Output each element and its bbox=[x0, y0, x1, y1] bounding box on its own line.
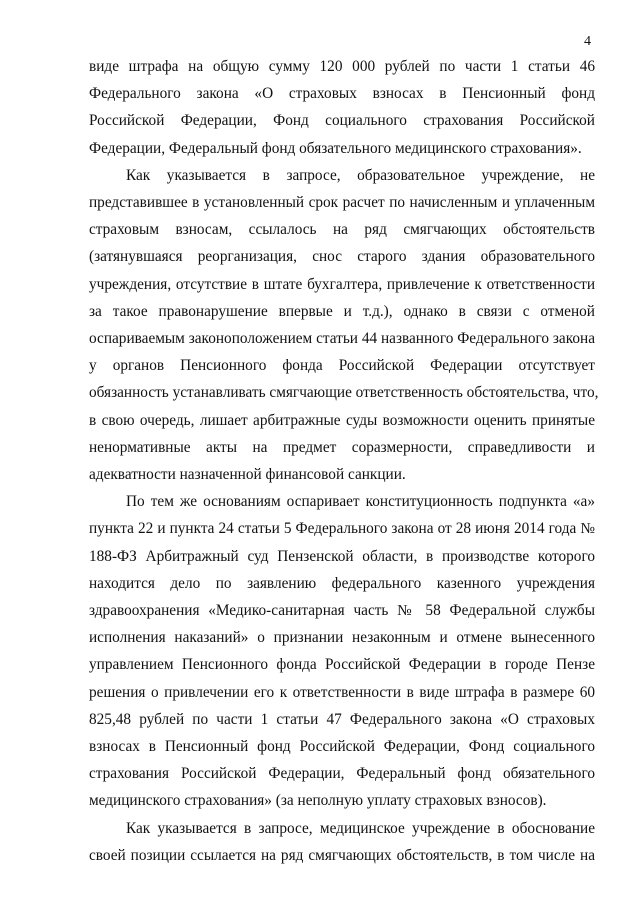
paragraph-1 bbox=[89, 53, 595, 162]
text-line: управлением Пенсионного фонда Российской Федерации в городе Пензе bbox=[89, 656, 595, 674]
text-line: своей позиции ссылается на ряд смягчающих обстоятельств, в том числе на bbox=[89, 846, 595, 864]
text-line: решения о привлечении его к ответственности в виде штрафа в размере 60 bbox=[89, 683, 595, 701]
text-line: медицинского страхования» (за неполную уплату страховых взносов). bbox=[89, 792, 547, 810]
text-line: виде штрафа на общую сумму 120 000 рублей по части 1 статьи 46 bbox=[89, 58, 595, 75]
text-line: пункта 22 и пункта 24 статьи 5 Федерального закона от 28 июня 2014 года № bbox=[89, 520, 595, 538]
text-line: Российской Федерации, Фонд социального страхования Российской bbox=[89, 112, 595, 130]
text-line: здравоохранения «Медико-санитарная часть № 58 Федеральной службы bbox=[89, 602, 595, 620]
text-line: адекватности назначенной финансовой санкции. bbox=[89, 466, 406, 484]
text-line: обязанность устанавливать смягчающие ответственность обстоятельства, что, bbox=[89, 384, 599, 402]
text-line: ненормативные акты на предмет соразмерности, справедливости и bbox=[89, 438, 595, 456]
text-line: страховым взносам, ссылалось на ряд смягчающих обстоятельств bbox=[89, 221, 595, 239]
text-line: у органов Пенсионного фонда Российской Федерации отсутствует bbox=[89, 357, 595, 375]
paragraph-3 bbox=[89, 488, 595, 814]
text-line: (затянувшаяся реорганизация, снос старого здания образовательного bbox=[89, 248, 595, 266]
text-line: учреждения, отсутствие в штате бухгалтера, привлечение к ответственности bbox=[89, 275, 595, 293]
text-line: оспариваемым законоположением статьи 44 названного Федерального закона bbox=[89, 330, 595, 348]
text-line: представившее в установленный срок расчет по начисленным и уплаченным bbox=[89, 194, 595, 212]
document-body bbox=[89, 53, 599, 869]
text-line: исполнения наказаний» о признании незаконным и отмене вынесенного bbox=[89, 629, 595, 647]
text-line: 188-ФЗ Арбитражный суд Пензенской области, в производстве которого bbox=[89, 547, 595, 565]
text-line: Как указывается в запросе, образовательное учреждение, не bbox=[126, 166, 595, 184]
text-line: 825,48 рублей по части 1 статьи 47 Федерального закона «О страховых bbox=[89, 710, 595, 728]
page-number: 4 bbox=[584, 34, 591, 49]
text-line: Федерального закона «О страховых взносах в Пенсионный фонд bbox=[89, 85, 595, 103]
paragraph-4 bbox=[89, 815, 595, 869]
text-line: Как указывается в запросе, медицинское учреждение в обоснование bbox=[126, 819, 595, 837]
text-line: в свою очередь, лишает арбитражные суды возможности оценить принятые bbox=[89, 411, 595, 429]
text-line: По тем же основаниям оспаривает конституционность подпункта «а» bbox=[126, 493, 595, 511]
text-line: за такое правонарушение впервые и т.д.), однако в связи с отменой bbox=[89, 302, 595, 320]
text-line: Федерации, Федеральный фонд обязательного медицинского страхования». bbox=[89, 139, 582, 157]
text-line: находится дело по заявлению федерального казенного учреждения bbox=[89, 574, 595, 592]
paragraph-2 bbox=[89, 162, 599, 488]
text-line: взносах в Пенсионный фонд Российской Федерации, Фонд социального bbox=[89, 738, 595, 756]
text-line: страхования Российской Федерации, Федеральный фонд обязательного bbox=[89, 765, 595, 783]
